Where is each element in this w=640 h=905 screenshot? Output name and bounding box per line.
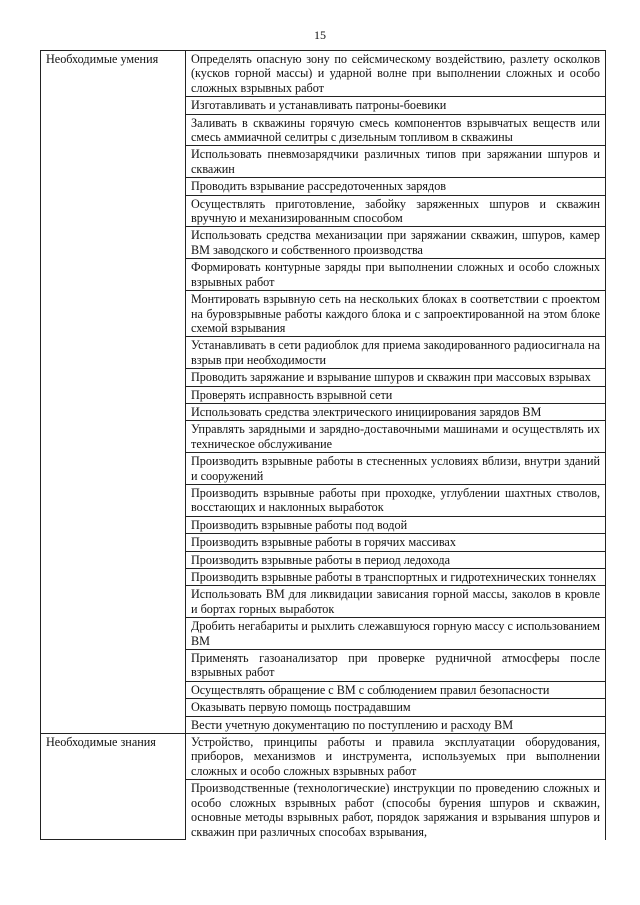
table-row [41,734,606,780]
requirement-item: Устанавливать в сети радиоблок для приема закодированного радиосигнала на взрыв при необходимости [186,337,606,369]
requirement-item: Оказывать первую помощь пострадавшим [186,699,606,716]
requirement-item: Производить взрывные работы в период ледохода [186,551,606,568]
requirement-item: Заливать в скважины горячую смесь компонентов взрывчатых веществ или смесь аммиачной селитры с дизельным топливом в скважины [186,114,606,146]
requirement-item: Проводить взрывание рассредоточенных зарядов [186,178,606,195]
requirement-item: Осуществлять приготовление, забойку заряженных шпуров и скважин вручную и механизированным способом [186,195,606,227]
requirement-item: Производить взрывные работы при проходке, углублении шахтных стволов, восстающих и наклонных выработок [186,484,606,516]
requirement-item: Проводить заряжание и взрывание шпуров и скважин при массовых взрывах [186,369,606,386]
requirement-item: Дробить негабариты и рыхлить слежавшуюся горную массу с использованием ВМ [186,618,606,650]
section-label: Необходимые умения [41,51,186,734]
requirement-item: Использовать средства механизации при заряжании скважин, шпуров, камер ВМ заводского и собственного производства [186,227,606,259]
requirement-item: Производить взрывные работы в транспортных и гидротехнических тоннелях [186,569,606,586]
requirement-item: Проверять исправность взрывной сети [186,386,606,403]
requirement-item: Использовать средства электрического инициирования зарядов ВМ [186,403,606,420]
requirement-item: Применять газоанализатор при проверке рудничной атмосферы после взрывных работ [186,650,606,682]
requirement-item: Производить взрывные работы в горячих массивах [186,534,606,551]
requirement-item: Использовать ВМ для ликвидации зависания горной массы, заколов в кровле и бортах горных выработок [186,586,606,618]
requirement-item: Производственные (технологические) инструкции по проведению сложных и особо сложных взрывных работ (способы бурения шпуров и скважин, основные методы взрывных работ, порядок заряжания и взрывания шпуров и скважин при различных способах взрывания, [186,780,606,840]
section-label: Необходимые знания [41,734,186,840]
requirement-item: Использовать пневмозарядчики различных типов при заряжании шпуров и скважин [186,146,606,178]
competency-table [40,50,606,840]
competency-table-body [41,51,606,840]
requirement-item: Монтировать взрывную сеть на нескольких блоках в соответствии с проектом на буровзрывные работы каждого блока и с запроектированной на этом блоке схемой взрывания [186,291,606,337]
requirement-item: Осуществлять обращение с ВМ с соблюдением правил безопасности [186,681,606,698]
table-row [41,51,606,97]
requirement-item: Производить взрывные работы под водой [186,516,606,533]
requirement-item: Управлять зарядными и зарядно-доставочными машинами и осуществлять их техническое обслуживание [186,421,606,453]
requirement-item: Устройство, принципы работы и правила эксплуатации оборудования, приборов, механизмов и инструмента, используемых при выполнении сложных и особо сложных взрывных работ [186,734,606,780]
requirement-item: Определять опасную зону по сейсмическому воздействию, разлету осколков (кусков горной массы) и ударной волне при выполнении сложных и особо сложных взрывных работ [186,51,606,97]
page-number: 15 [314,28,326,42]
requirement-item: Формировать контурные заряды при выполнении сложных и особо сложных взрывных работ [186,259,606,291]
requirement-item: Производить взрывные работы в стесненных условиях вблизи, внутри зданий и сооружений [186,453,606,485]
requirement-item: Изготавливать и устанавливать патроны-боевики [186,97,606,114]
requirement-item: Вести учетную документацию по поступлению и расходу ВМ [186,716,606,733]
